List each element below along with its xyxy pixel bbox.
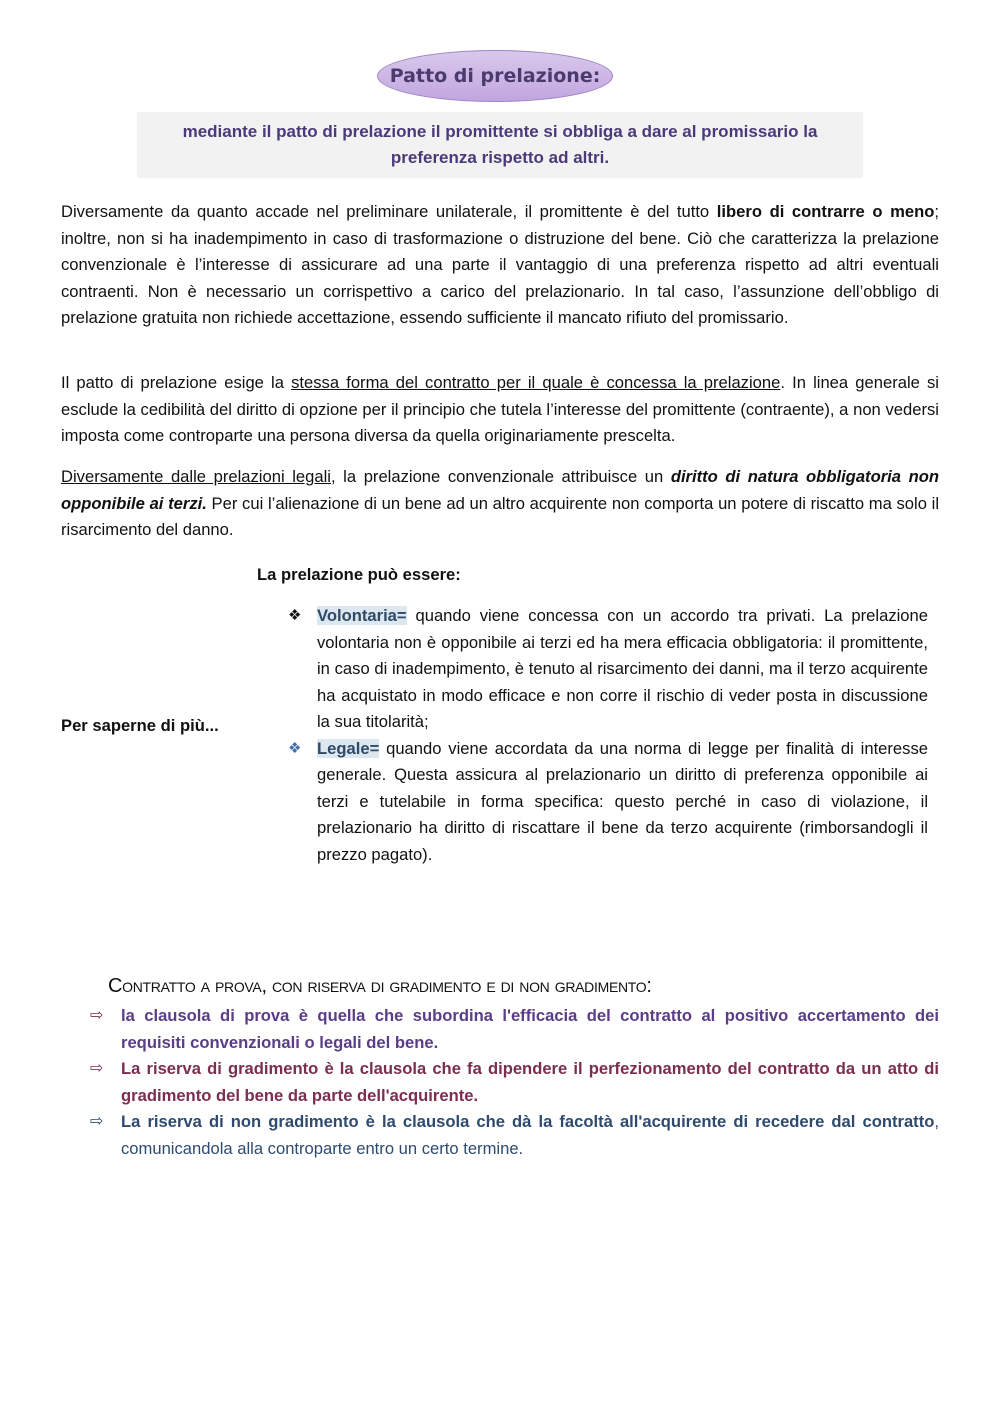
para1-text-a: Diversamente da quanto accade nel preliminare unilaterale, il promittente è del tutto bbox=[61, 202, 717, 221]
para2-text-a: Il patto di prelazione esige la bbox=[61, 373, 292, 392]
list-item bbox=[288, 603, 928, 736]
definition-box bbox=[137, 112, 863, 178]
para3-text-b: Per cui l’alienazione di un bene ad un altro acquirente non comporta un potere di riscatto ma solo il risarcimento del danno. bbox=[61, 493, 940, 539]
para2-underline: stessa forma del contratto per il quale è concessa la prelazione bbox=[291, 373, 781, 392]
diamond-bullet-icon: ❖ bbox=[288, 739, 302, 757]
list-item bbox=[90, 1109, 939, 1162]
arrow-right-icon: ⇨ bbox=[90, 1007, 104, 1024]
paragraph-1 bbox=[61, 199, 939, 332]
para3-underline: Diversamente dalle prelazioni legali bbox=[61, 467, 331, 486]
para1-bold: libero di contrarre o meno bbox=[716, 202, 935, 221]
list-item bbox=[90, 1056, 939, 1109]
clause-text: la clausola di prova è quella che subordina l'efficacia del contratto al positivo accertamento dei requisiti convenzionali o legali del bene. bbox=[121, 1006, 939, 1052]
paragraph-2 bbox=[61, 370, 939, 450]
prelazione-types-list bbox=[288, 603, 928, 868]
para3-bold-italic: diritto di natura obbligatoria non opponibile ai terzi. bbox=[61, 467, 940, 513]
clause-text: La riserva di non gradimento è la clausola che dà la facoltà all'acquirente di recedere dal contratto bbox=[121, 1112, 935, 1131]
para2-text-b: . In linea generale si esclude la cedibilità del diritto di opzione per il principio che tutela l’interesse del promittente (contraente), a non vedersi imposta come controparte una persona diversa da quella originariamente prescelta. bbox=[61, 373, 939, 445]
para3-text-a: , la prelazione convenzionale attribuisce un bbox=[330, 467, 671, 486]
clauses-list bbox=[90, 1003, 939, 1162]
term-description: quando viene accordata da una norma di legge per finalità di interesse generale. Questa assicura al prelazionario un diritto di preferenza opponibile ai terzi e tutelabile in forma specifica: questo perché in caso di violazione, il prelazionario ha diritto di riscattare il bene da terzo acquirente (rimborsandogli il prezzo pagato). bbox=[317, 738, 928, 864]
section-title: Contratto a prova, con riserva di gradimento e di non gradimento: bbox=[108, 975, 652, 997]
term-description: quando viene concessa con un accordo tra privati. La prelazione volontaria non è opponibile ai terzi ed ha mera efficacia obbligatoria: il promittente, in caso di inadempimento, è tenuto al risarcimento dei danni, ma il terzo acquirente ha acquistato in modo efficace e non corre il rischio di veder posta in discussione la sua titolarità; bbox=[317, 606, 928, 731]
list-item bbox=[90, 1003, 939, 1056]
arrow-right-icon: ⇨ bbox=[90, 1113, 104, 1130]
page-title: Patto di prelazione: bbox=[377, 50, 613, 102]
clause-text: La riserva di gradimento è la clausola che fa dipendere il perfezionamento del contratto da un atto di gradimento del bene da parte dell'acquirente. bbox=[121, 1059, 939, 1105]
diamond-bullet-icon: ❖ bbox=[288, 607, 302, 624]
arrow-right-icon: ⇨ bbox=[90, 1060, 104, 1077]
clause-text-normal: , comunicandola alla controparte entro un certo termine. bbox=[121, 1112, 939, 1158]
prelazione-list-heading: La prelazione può essere: bbox=[257, 565, 461, 584]
aside-label: Per saperne di più... bbox=[61, 716, 219, 735]
term-volontaria: Volontaria= bbox=[317, 606, 407, 625]
paragraph-3 bbox=[61, 464, 939, 544]
para1-text-b: ; inoltre, non si ha inadempimento in caso di trasformazione o distruzione del bene. Ciò che caratterizza la prelazione convenzionale è l’interesse di assicurare ad una parte il vantaggio di una preferenza rispetto ad altri eventuali contraenti. Non è necessario un corrispettivo a carico del prelazionario. In tal caso, l’assunzione dell’obbligo di prelazione gratuita non richiede accettazione, essendo sufficiente il mancato rifiuto del promissario. bbox=[61, 202, 939, 327]
term-legale: Legale= bbox=[317, 738, 380, 758]
definition-text: mediante il patto di prelazione il promittente si obbliga a dare al promissario la preferenza rispetto ad altri. bbox=[182, 122, 818, 167]
list-item bbox=[288, 736, 928, 869]
